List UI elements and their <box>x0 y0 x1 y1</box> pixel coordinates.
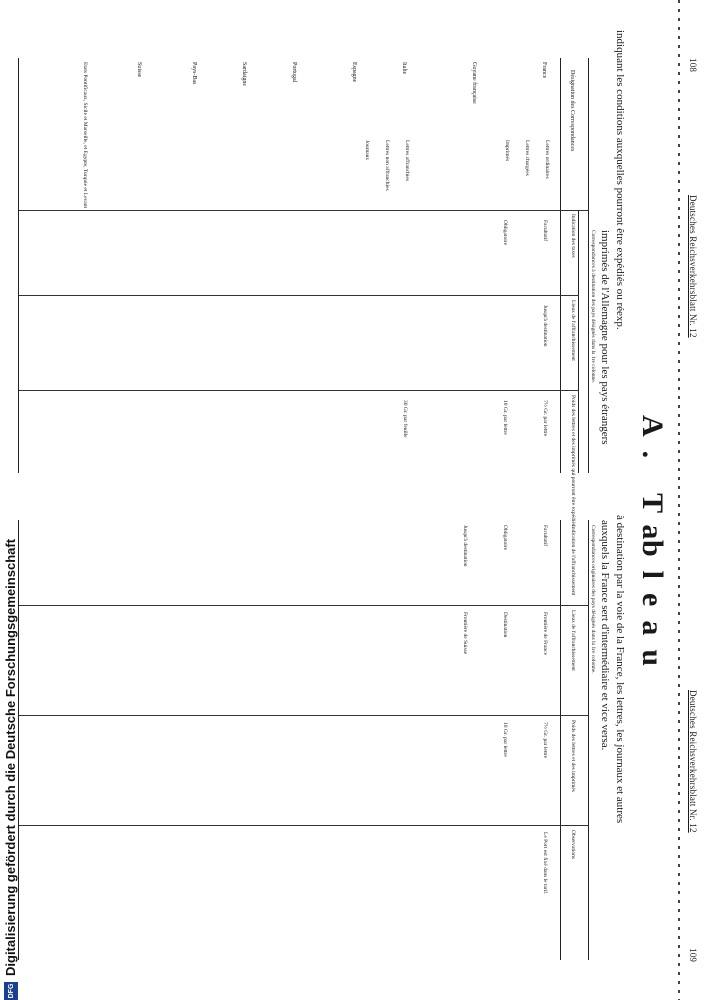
left-page-number: 108 <box>688 58 698 73</box>
left-header-note: Correspondances à destination des pays désignés dans la 1re colonne. <box>590 230 596 384</box>
left-header-bottom-rule <box>560 58 561 473</box>
right-col-divider-1 <box>19 605 589 606</box>
letter-type-1: Lettres ordinaires <box>544 140 550 179</box>
right-running-title: Deutsches Reichsverkehrsblatt Nr. 12 <box>688 690 698 833</box>
left-place-1: Jusqu'à destination <box>542 305 548 347</box>
left-weight-1: 7½ Gr. par lettre <box>542 400 548 437</box>
left-header-sub-rule <box>578 210 579 473</box>
left-col-header-4: Poids des lettres et des imprimés qui pourront être expédiés <box>570 395 576 526</box>
right-col-header-3: Poids des lettres et des imprimés <box>570 720 576 792</box>
letter-type-6: Journaux <box>364 140 370 161</box>
country-espagne: Espagne <box>351 62 357 83</box>
title-part-left: A. Ta <box>636 415 669 554</box>
left-col-divider-3 <box>19 390 579 391</box>
right-place-3: Frontière de Suisse <box>462 612 468 655</box>
right-weight-2: 10 Gr. par lettre <box>502 722 508 757</box>
left-status-1: Facultatif <box>542 220 548 242</box>
right-col-header-4: Observations <box>570 830 576 860</box>
country-suisse: Suisse <box>136 62 142 78</box>
letter-type-5: Lettres non affranchies <box>384 140 390 191</box>
right-page-number: 109 <box>688 948 698 963</box>
left-col-divider-1 <box>19 210 589 211</box>
scan-edge <box>678 0 680 1000</box>
left-col-header-2: Indication des taxes <box>570 214 576 258</box>
title-part-right: bleau <box>636 540 669 681</box>
country-portugal: Portugal <box>291 62 297 83</box>
title-line1-right: à destination par la voie de la France, les lettres, les journaux et autres <box>614 515 626 824</box>
right-status-3: Jusqu'à destination <box>462 525 468 567</box>
letter-type-3: Imprimés <box>504 140 510 162</box>
left-running-title: Deutsches Reichsverkehrsblatt Nr. 12 <box>688 195 698 338</box>
right-col-header-2: Lieux de l'affranchissement <box>570 610 576 671</box>
title-line1-left: indiquant les conditions auxquelles pourront être expédiés ou réexp. <box>614 30 626 330</box>
right-header-bottom-rule <box>560 520 561 960</box>
dfg-logo: DFG <box>4 982 18 1000</box>
country-pays-bas: Pays-Bas <box>191 62 197 85</box>
right-observation: Le Port est fixé dans le tarif. <box>542 832 548 895</box>
right-col-divider-2 <box>19 715 589 716</box>
right-place-1: Frontière de France <box>542 612 548 656</box>
right-status-1: Facultatif <box>542 525 548 547</box>
country-guyane: Guyane française <box>471 62 477 104</box>
left-col-header-3: Lieux de l'affranchissement <box>570 300 576 361</box>
left-col-divider-2 <box>19 295 579 296</box>
right-weight-1: 7½ Gr. par lettre <box>542 722 548 759</box>
right-col-divider-3 <box>19 825 589 826</box>
title-line2-right: auxquels la France sert d'intermédiaire et vice versa. <box>599 520 611 751</box>
right-place-2: Destination <box>502 612 508 638</box>
right-status-2: Obligatoire <box>502 525 508 551</box>
digitization-credit-text: Digitalisierung gefördert durch die Deutsche Forschungsgemeinschaft <box>3 538 18 976</box>
country-sardaigne: Sardaigne <box>241 62 247 86</box>
country-etats-pontificaux: Etats Pontificaux, Sicile et Marseille, et Egypte, Turquie et Levant <box>82 62 88 209</box>
left-col-header-1: Désignation des Correspondances <box>569 70 575 152</box>
left-weight-2: 10 Gr. par lettre <box>502 400 508 435</box>
title-line2-left: imprimés de l'Allemagne pour les pays étrangers <box>599 230 611 445</box>
left-weight-3: 30 Gr. par feuille <box>402 400 408 438</box>
footer <box>695 0 707 1000</box>
left-table-bottom-rule <box>18 58 19 473</box>
letter-type-4: Lettres affranchies <box>404 140 410 181</box>
country-france: France <box>541 62 547 79</box>
digitization-credit <box>2 538 20 1000</box>
country-italie: Italie <box>401 62 407 75</box>
left-status-2: Obligatoire <box>502 220 508 246</box>
right-header-note: Correspondances originaires des pays désignés dans la 1re colonne. <box>590 525 596 674</box>
letter-type-2: Lettres chargées <box>524 140 530 176</box>
right-col-header-1: Indication de l'affranchissement <box>570 525 576 596</box>
